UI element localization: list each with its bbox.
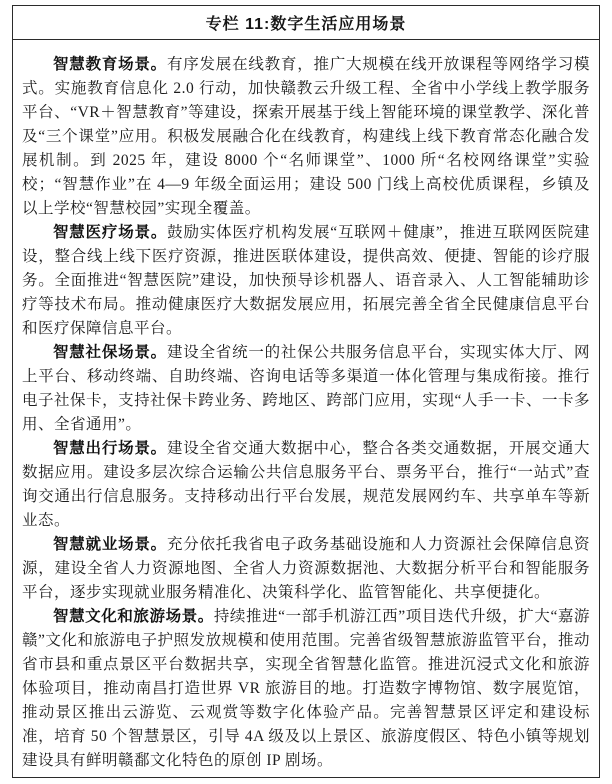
paragraph <box>22 53 590 221</box>
paragraph-label: 智慧出行场景。 <box>53 440 167 457</box>
paragraph <box>22 221 590 341</box>
paragraph-text: 持续推进“一部手机游江西”项目迭代升级，扩大“嘉游赣”文化和旅游电子护照发放规模和使用范围。完善省级智慧旅游监管平台，推动省市县和重点景区平台数据共享，实现全省智慧化监管。推进沉浸式文化和旅游体验项目，推动南昌打造世界 VR 旅游目的地。打造数字博物馆、数字展览馆，推动景区推出云游览、云观赏等数字化体验产品。完善智慧景区评定和建设标准，培育 50 个智慧景区，引导 4A 级及以上景区、旅游度假区、特色小镇等规划建设具有鲜明赣鄱文化特色的原创 IP 剧场。 <box>22 608 590 769</box>
paragraph-text: 建设全省统一的社保公共服务信息平台，实现实体大厅、网上平台、移动终端、自助终端、咨询电话等多渠道一体化管理与集成衔接。推行电子社保卡，支持社保卡跨业务、跨地区、跨部门应用，实现“人手一卡、一卡多用、全省通用”。 <box>22 344 590 433</box>
paragraph-text: 建设全省交通大数据中心，整合各类交通数据，开展交通大数据应用。建设多层次综合运输公共信息服务平台、票务平台，推行“一站式”查询交通出行信息服务。支持移动出行平台发展，规范发展网约车、共享单车等新业态。 <box>22 440 590 529</box>
paragraph-text: 充分依托我省电子政务基础设施和人力资源社会保障信息资源，建设全省人力资源地图、全省人力资源数据池、大数据分析平台和智能服务平台，逐步实现就业服务精准化、决策科学化、监管智能化、共享便捷化。 <box>22 536 590 601</box>
paragraph <box>22 437 590 533</box>
paragraph-label: 智慧教育场景。 <box>53 56 167 73</box>
paragraph <box>22 341 590 437</box>
paragraph-label: 智慧就业场景。 <box>53 536 167 553</box>
paragraph-label: 智慧社保场景。 <box>53 344 167 361</box>
column-body <box>13 40 599 773</box>
paragraph-text: 有序发展在线教育，推广大规模在线开放课程等网络学习模式。实施教育信息化 2.0 行动，加快赣教云升级工程、全省中小学线上教学服务平台、“VR＋智慧教育”等建设，探索开展基于线上智能环境的课堂教学、深化普及“三个课堂”应用。积极发展融合化在线教育，构建线上线下教育常态化融合发展机制。到 2025 年，建设 8000 个“名师课堂”、1000 所“名校网络课堂”实验校；“智慧作业”在 4—9 年级全面运用；建设 500 门线上高校优质课程，乡镇及以上学校“智慧校园”实现全覆盖。 <box>22 56 590 217</box>
paragraph-text: 鼓励实体医疗机构发展“互联网＋健康”，推进互联网医院建设，整合线上线下医疗资源，推进医联体建设，提供高效、便捷、智能的诊疗服务。全面推进“智慧医院”建设，加快预导诊机器人、语音录入、人工智能辅助诊疗等技术布局。推动健康医疗大数据发展应用，拓展完善全省全民健康信息平台和医疗保障信息平台。 <box>22 224 590 337</box>
paragraph-label: 智慧医疗场景。 <box>53 224 168 241</box>
column-title: 专栏 11:数字生活应用场景 <box>13 6 599 40</box>
paragraph <box>22 533 590 605</box>
paragraph-label: 智慧文化和旅游场景。 <box>53 608 214 625</box>
column-box <box>12 5 600 778</box>
paragraph <box>22 605 590 773</box>
